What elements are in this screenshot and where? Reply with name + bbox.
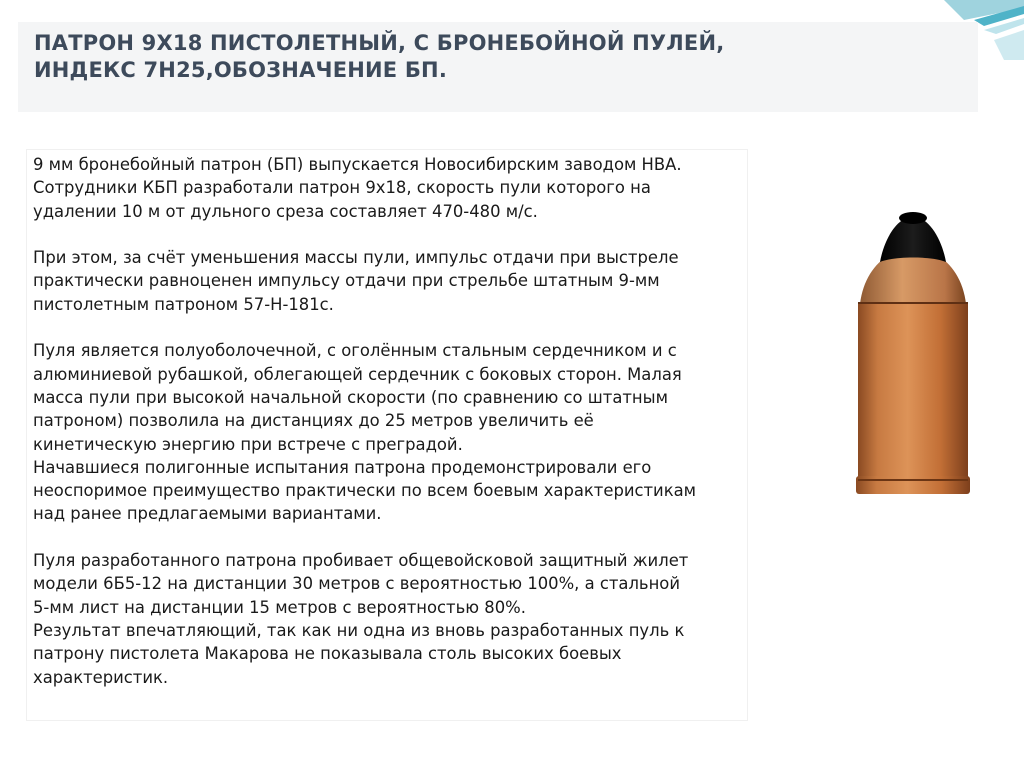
body-line: алюминиевой рубашкой, облегающей сердечник с боковых сторон. Малая — [33, 364, 682, 384]
body-line: практически равноценен импульсу отдачи при стрельбе штатным 9-мм — [33, 271, 660, 291]
body-line: над ранее предлагаемыми вариантами. — [33, 504, 382, 524]
body-line: При этом, за счёт уменьшения массы пули, импульс отдачи при выстреле — [33, 248, 679, 268]
body-line: пистолетным патроном 57-Н-181с. — [33, 294, 334, 314]
title-line: ПАТРОН 9Х18 ПИСТОЛЕТНЫЙ, С БРОНЕБОЙНОЙ ПУЛЕЙ, — [34, 31, 725, 55]
body-line: модели 6Б5-12 на дистанции 30 метров с вероятностью 100%, а стальной — [33, 574, 680, 594]
paragraph-gap — [33, 526, 745, 549]
paragraph-gap — [33, 223, 745, 246]
body-line: масса пули при высокой начальной скорости (по сравнению со штатным — [33, 387, 668, 407]
body-line: патрону пистолета Макарова не показывала столь высоких боевых — [33, 644, 622, 664]
body-line: удалении 10 м от дульного среза составляет 470-480 м/с. — [33, 201, 538, 221]
title-line: ИНДЕКС 7Н25,ОБОЗНАЧЕНИЕ БП. — [34, 58, 448, 82]
body-line: Пуля разработанного патрона пробивает общевойсковой защитный жилет — [33, 551, 689, 571]
body-line: патроном) позволила на дистанциях до 25 метров увеличить её — [33, 411, 594, 431]
body-text — [33, 153, 745, 689]
paragraph-gap — [33, 316, 745, 339]
body-line: характеристик. — [33, 667, 169, 687]
slide-title — [34, 30, 934, 84]
cartridge-icon — [850, 210, 976, 500]
body-line: Сотрудники КБП разработали патрон 9х18, скорость пули которого на — [33, 178, 651, 198]
body-line: Результат впечатляющий, так как ни одна из вновь разработанных пуль к — [33, 620, 685, 640]
body-line: кинетическую энергию при встрече с преградой. — [33, 434, 463, 454]
body-line: Пуля является полуоболочечной, с оголённым стальным сердечником и с — [33, 341, 677, 361]
body-line: неоспоримое преимущество практически по всем боевым характеристикам — [33, 481, 697, 501]
body-line: 5-мм лист на дистанции 15 метров с вероятностью 80%. — [33, 597, 526, 617]
body-line: 9 мм бронебойный патрон (БП) выпускается Новосибирским заводом НВА. — [33, 155, 682, 174]
body-line: Начавшиеся полигонные испытания патрона продемонстрировали его — [33, 457, 652, 477]
